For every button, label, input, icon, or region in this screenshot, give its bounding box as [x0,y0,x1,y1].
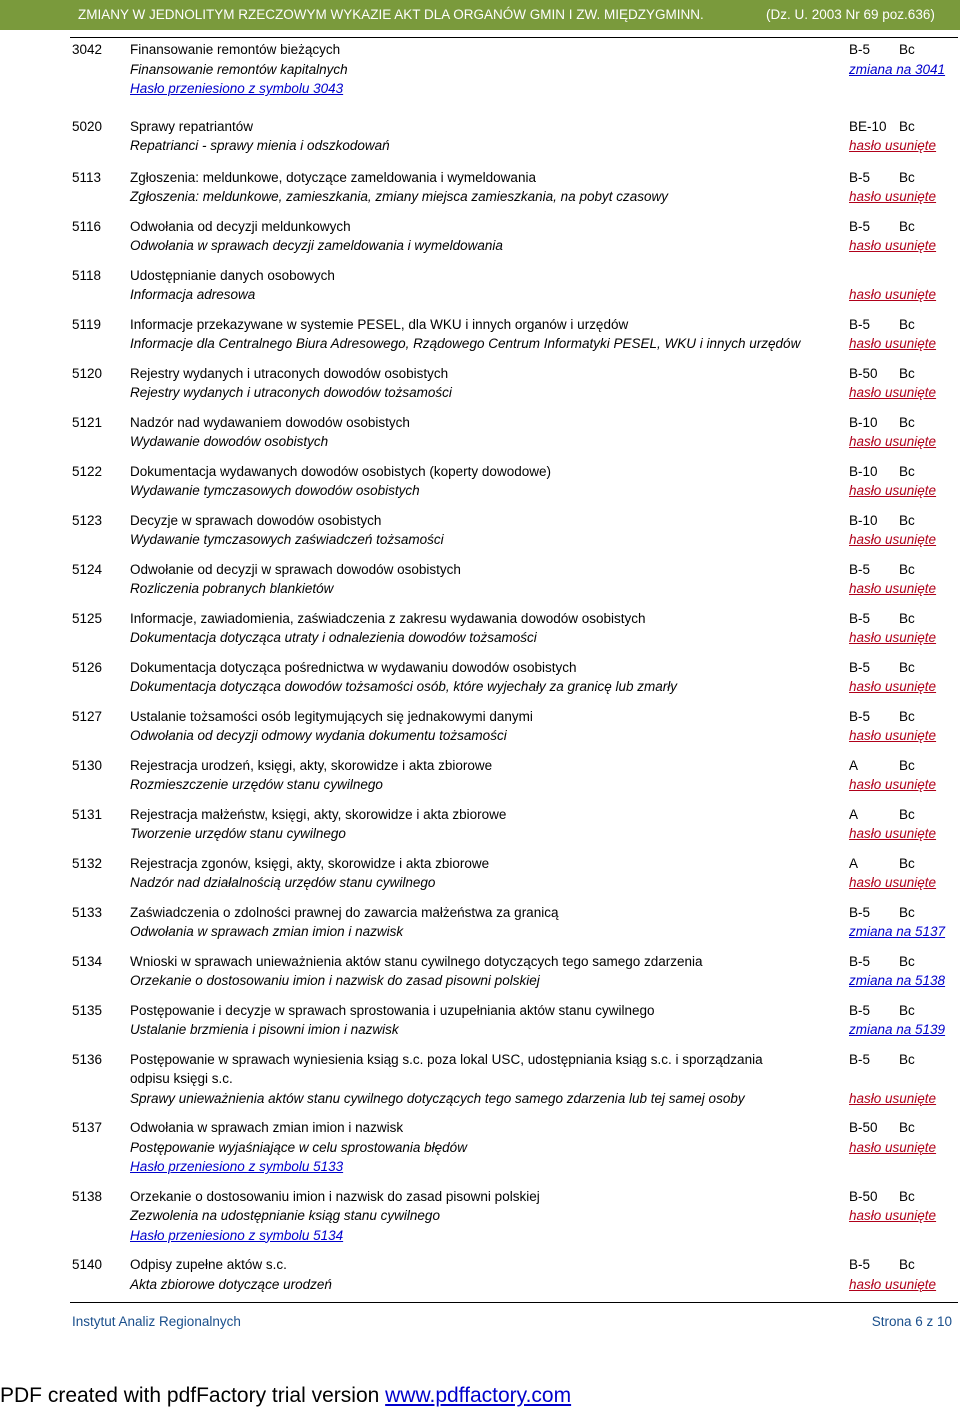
category-bc: Bc [899,610,915,626]
pdffactory-link[interactable]: www.pdffactory.com [385,1384,572,1407]
category-code: B-5 [849,1257,871,1272]
removed-status: hasło usunięte [849,138,937,153]
category-code: BE-10 [849,118,887,134]
list-item [0,1118,960,1177]
entry-old-title-row [130,481,952,501]
category-code: B-5 [849,904,871,920]
category-bc: Bc [899,708,915,724]
entry-category [849,560,915,580]
entry-old-title-row [130,432,952,452]
list-item [0,315,960,354]
entry-category [849,1187,915,1207]
entry-code: 5122 [72,463,103,479]
entry-old-title: Orzekanie o dostosowaniu imion i nazwisk do zasad pisowni polskiej [130,973,540,988]
category-code: B-10 [849,463,878,479]
entry-code: 5140 [72,1257,103,1272]
entry-old-title-row [130,579,952,599]
entry-code: 5121 [72,414,103,430]
entry-old-title: Dokumentacja dotycząca utraty i odnalezienia dowodów tożsamości [130,630,537,645]
category-code: B-10 [849,512,878,528]
entry-title: Zaświadczenia o zdolności prawnej do zawarcia małżeństwa za granicą [130,904,559,920]
removed-status: hasło usunięte [849,1276,937,1292]
header-reference: (Dz. U. 2003 Nr 69 poz.636) [766,7,935,22]
entry-title: Informacje, zawiadomienia, zaświadczenia z zakresu wydawania dowodów osobistych [130,610,646,626]
entry-category [849,413,915,433]
category-bc: Bc [899,855,915,871]
entry-code: 5131 [72,806,103,822]
category-code: B-5 [849,561,871,577]
pdf-created-text: PDF created with pdfFactory trial version [0,1384,386,1407]
entry-title: Wnioski w sprawach unieważnienia aktów stanu cywilnego dotyczących tego samego zdarzenia [130,953,703,969]
entry-code: 5127 [72,708,103,724]
entry-old-title-row [130,334,952,354]
list-item [0,413,960,452]
list-item [0,1050,960,1109]
entry-old-title-row [130,922,952,942]
entry-code: 5125 [72,610,103,626]
category-bc: Bc [899,904,915,920]
entry-old-title-row [130,873,952,893]
entry-category [849,168,915,188]
category-bc: Bc [899,1002,915,1018]
category-code: B-5 [849,218,871,234]
entry-title: Orzekanie o dostosowaniu imion i nazwisk do zasad pisowni polskiej [130,1188,540,1204]
entry-code: 5113 [72,169,102,185]
entry-old-title: Zezwolenia na udostępnianie ksiąg stanu cywilnego [130,1208,440,1223]
entry-old-title-row [130,136,952,156]
entry-category [849,756,915,776]
entry-old-title: Wydawanie dowodów osobistych [130,434,329,449]
entry-category [849,315,915,335]
entry-category [849,1255,915,1275]
entry-old-title-row [130,530,952,550]
list-item [0,854,960,893]
category-code: B-50 [849,365,878,381]
category-code: B-5 [849,1051,871,1067]
list-item [0,511,960,550]
entry-category [849,511,915,531]
entry-category [849,805,915,825]
moved-from-link[interactable]: Hasło przeniesiono z symbolu 5134 [130,1227,344,1243]
entry-old-title: Ustalanie brzmienia i pisowni imion i nazwisk [130,1022,399,1037]
entry-category [849,117,915,137]
entry-old-title: Wydawanie tymczasowych dowodów osobistych [130,483,420,498]
entry-old-title: Wydawanie tymczasowych zaświadczeń tożsamości [130,532,444,547]
entry-code: 5119 [72,316,102,332]
category-bc: Bc [899,953,915,969]
entry-code: 5132 [72,855,103,871]
category-code: B-5 [849,316,871,332]
entry-old-title: Zgłoszenia: meldunkowe, zamieszkania, zmiany miejsca zamieszkania, na pobyt czasowy [130,189,668,204]
category-bc: Bc [899,169,915,185]
entry-old-title-row [130,628,952,648]
entry-old-title-row [130,1206,952,1226]
list-item [0,560,960,599]
removed-status: hasło usunięte [849,238,937,253]
entry-old-title: Odwołania od decyzji odmowy wydania dokumentu tożsamości [130,728,507,743]
change-link[interactable]: zmiana na 5138 [849,973,946,988]
list-item [0,952,960,991]
entry-code: 5135 [72,1002,103,1018]
category-bc: Bc [899,1188,915,1204]
entry-category [849,609,915,629]
removed-status: hasło usunięte [849,630,937,645]
entry-title: Finansowanie remontów bieżących [130,42,341,57]
entry-category [849,364,915,384]
entry-old-title-row [130,1020,952,1040]
entry-title: Odwołania w sprawach zmian imion i nazwisk [130,1120,404,1135]
header-title: ZMIANY W JEDNOLITYM RZECZOWYM WYKAZIE AKT DLA ORGANÓW GMIN I ZW. MIĘDZYGMINN. [78,7,704,22]
entry-old-title: Rozmieszczenie urzędów stanu cywilnego [130,777,383,792]
entry-old-title: Sprawy unieważnienia aktów stanu cywilnego dotyczących tego samego zdarzenia lub tej samej osoby [130,1090,745,1106]
entry-title: Udostępnianie danych osobowych [130,267,335,283]
entry-code: 5126 [72,659,103,675]
top-rule [70,37,958,38]
entry-old-title-row [130,775,952,795]
entry-title: Rejestracja zgonów, księgi, akty, skorowidze i akta zbiorowe [130,855,490,871]
removed-status: hasło usunięte [849,1208,937,1223]
entry-old-title: Repatrianci - sprawy mienia i odszkodowań [130,138,390,153]
bottom-rule [70,1302,958,1303]
entry-title: Rejestracja urodzeń, księgi, akty, skorowidze i akta zbiorowe [130,757,493,773]
category-code: B-5 [849,953,871,969]
list-item [0,266,960,305]
category-bc: Bc [899,316,915,332]
category-bc: Bc [899,512,915,528]
entry-code: 3042 [72,42,103,57]
change-link[interactable]: zmiana na 5139 [849,1022,946,1037]
entry-old-title-row [130,971,952,991]
category-bc: Bc [899,118,915,134]
page-header [0,0,960,30]
entry-old-title: Rejestry wydanych i utraconych dowodów tożsamości [130,385,452,400]
removed-status: hasło usunięte [849,287,937,302]
category-bc: Bc [899,659,915,675]
entry-title: Dokumentacja dotycząca pośrednictwa w wydawaniu dowodów osobistych [130,659,577,675]
entry-category [849,707,915,727]
entry-old-title: Tworzenie urzędów stanu cywilnego [130,826,346,841]
category-code: A [849,855,859,871]
entry-old-title: Informacje dla Centralnego Biura Adresowego, Rządowego Centrum Informatyki PESEL, WKU i innych urzędów [130,336,801,351]
change-link[interactable]: zmiana na 3041 [849,61,946,77]
removed-status: hasło usunięte [849,434,937,449]
list-item [0,756,960,795]
category-code: B-5 [849,1002,871,1018]
entry-title: Rejestracja małżeństw, księgi, akty, skorowidze i akta zbiorowe [130,806,507,822]
entry-old-title: Rozliczenia pobranych blankietów [130,581,334,596]
entry-title: Dokumentacja wydawanych dowodów osobistych (koperty dowodowe) [130,463,551,479]
category-bc: Bc [899,42,915,57]
entry-old-title: Finansowanie remontów kapitalnych [130,61,348,77]
list-item [0,1187,960,1246]
category-code: A [849,806,859,822]
removed-status: hasło usunięte [849,483,937,498]
entry-code: 5133 [72,904,103,920]
entry-old-title-row [130,187,952,207]
removed-status: hasło usunięte [849,581,937,596]
entry-code: 5138 [72,1188,103,1204]
category-code: A [849,757,859,773]
list-item [0,40,960,99]
removed-status: hasło usunięte [849,385,937,400]
list-item [0,805,960,844]
entry-old-title: Akta zbiorowe dotyczące urodzeń [130,1276,332,1292]
removed-status: hasło usunięte [849,777,937,792]
removed-status: hasło usunięte [849,826,937,841]
entry-old-title-row [130,383,952,403]
removed-status: hasło usunięte [849,1090,937,1106]
entry-code: 5134 [72,953,103,969]
entry-category [849,1001,915,1021]
footer-institute: Instytut Analiz Regionalnych [72,1314,241,1329]
entry-category [849,40,915,60]
category-bc: Bc [899,1120,915,1135]
list-item [0,168,960,207]
entry-title: Decyzje w sprawach dowodów osobistych [130,512,382,528]
entry-old-title: Odwołania w sprawach decyzji zameldowania i wymeldowania [130,238,503,253]
entry-old-title: Dokumentacja dotycząca dowodów tożsamości osób, które wyjechały za granicę lub zmarły [130,679,678,694]
removed-status: hasło usunięte [849,728,937,743]
category-bc: Bc [899,561,915,577]
entry-category [849,1050,915,1070]
change-link[interactable]: zmiana na 5137 [849,924,946,939]
category-bc: Bc [899,365,915,381]
entry-code: 5118 [72,267,102,283]
category-code: B-10 [849,414,878,430]
entry-old-title-row [130,1275,952,1295]
entry-title: Ustalanie tożsamości osób legitymujących się jednakowymi danymi [130,708,533,724]
category-code: B-5 [849,708,871,724]
list-item [0,462,960,501]
entry-title: Zgłoszenia: meldunkowe, dotyczące zameldowania i wymeldowania [130,169,536,185]
category-bc: Bc [899,218,915,234]
removed-status: hasło usunięte [849,189,937,204]
category-bc: Bc [899,1257,915,1272]
entry-code: 5020 [72,118,103,134]
category-code: B-5 [849,169,871,185]
pdf-watermark-line [0,1382,571,1410]
category-bc: Bc [899,757,915,773]
entry-old-title: Odwołania w sprawach zmian imion i nazwisk [130,924,404,939]
entry-category [849,462,915,482]
entry-old-title-row [130,677,952,697]
entry-title: Nadzór nad wydawaniem dowodów osobistych [130,414,410,430]
list-item [0,903,960,942]
list-item [0,217,960,256]
entry-title: Postępowanie w sprawach wyniesienia ksiąg s.c. poza lokal USC, udostępniania ksiąg s.c. i sporządzania odpisu księgi s.c. [130,1051,763,1086]
category-code: B-50 [849,1120,878,1135]
removed-status: hasło usunięte [849,679,937,694]
removed-status: hasło usunięte [849,336,937,351]
entry-title: Informacje przekazywane w systemie PESEL, dla WKU i innych organów i urzędów [130,316,629,332]
category-bc: Bc [899,463,915,479]
entry-code: 5130 [72,757,103,773]
entry-old-title: Postępowanie wyjaśniające w celu sprostowania błędów [130,1139,467,1155]
entry-title: Rejestry wydanych i utraconych dowodów osobistych [130,365,449,381]
entry-title: Sprawy repatriantów [130,118,254,134]
entry-category [849,658,915,678]
category-bc: Bc [899,806,915,822]
entry-old-title-row [130,1138,952,1158]
entry-category [849,952,915,972]
entry-code: 5120 [72,365,103,381]
entry-code: 5136 [72,1051,103,1067]
category-code: B-50 [849,1188,878,1204]
entry-old-title-row [130,236,952,256]
category-bc: Bc [899,414,915,430]
entry-title: Odwołania od decyzji meldunkowych [130,218,351,234]
moved-from-link[interactable]: Hasło przeniesiono z symbolu 5133 [130,1159,344,1174]
list-item [0,1001,960,1040]
list-item [0,117,960,156]
category-code: B-5 [849,42,871,57]
entry-code: 5124 [72,561,103,577]
entry-old-title-row [130,726,952,746]
removed-status: hasło usunięte [849,875,937,890]
category-code: B-5 [849,659,871,675]
entry-old-title: Informacja adresowa [130,287,256,302]
category-bc: Bc [899,1051,915,1067]
entry-category [849,217,915,237]
entry-category [849,903,915,923]
entry-old-title: Nadzór nad działalnością urzędów stanu cywilnego [130,875,436,890]
removed-status: hasło usunięte [849,532,937,547]
entry-code: 5116 [72,218,102,234]
entry-title: Postępowanie i decyzje w sprawach sprostowania i uzupełniania aktów stanu cywilnego [130,1002,655,1018]
entry-category [849,854,915,874]
list-item [0,364,960,403]
entry-old-title-row [130,1089,952,1109]
moved-from-link[interactable]: Hasło przeniesiono z symbolu 3043 [130,81,344,96]
entry-code: 5123 [72,512,103,528]
entry-title: Odpisy zupełne aktów s.c. [130,1257,287,1272]
list-item [0,707,960,746]
entry-title: Odwołanie od decyzji w sprawach dowodów osobistych [130,561,461,577]
list-item [0,658,960,697]
entry-code: 5137 [72,1120,103,1135]
entry-list [0,40,960,1304]
category-code: B-5 [849,610,871,626]
list-item [0,609,960,648]
page-number: Strona 6 z 10 [871,1314,952,1329]
entry-category [849,1118,915,1138]
entry-old-title-row [130,824,952,844]
page-footer [72,1312,952,1332]
entry-old-title-row [130,60,952,80]
list-item [0,1255,960,1294]
entry-old-title-row [130,285,952,305]
removed-status: hasło usunięte [849,1139,937,1155]
